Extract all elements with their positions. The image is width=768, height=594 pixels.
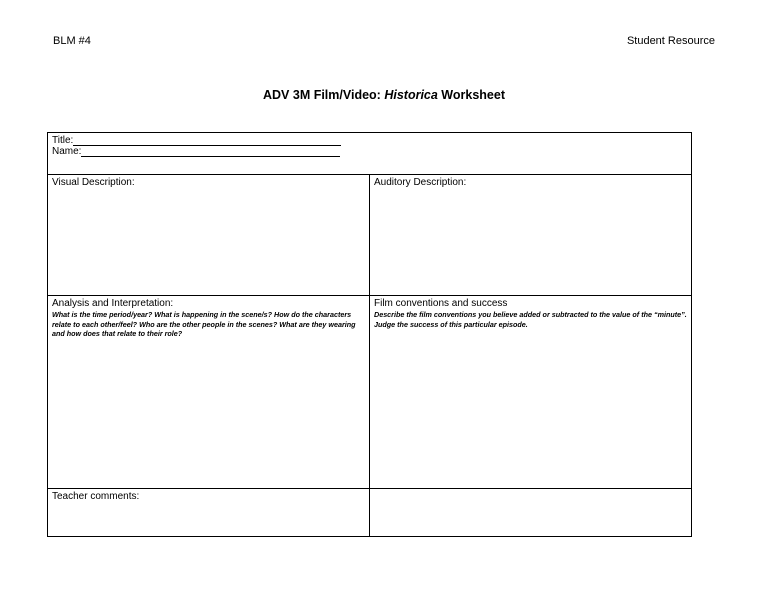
title-rule — [73, 136, 341, 146]
teacher-comments-cell[interactable] — [48, 489, 370, 536]
film-conventions-cell[interactable] — [370, 296, 691, 488]
title-label: Title: — [52, 135, 74, 146]
name-rule — [81, 147, 340, 157]
analysis-label: Analysis and Interpretation: — [52, 298, 174, 309]
auditory-description-label: Auditory Description: — [374, 177, 467, 188]
title-emphasis: Historica — [384, 88, 438, 102]
title-suffix: Worksheet — [437, 88, 505, 102]
row-title-name — [48, 133, 691, 175]
row-analysis — [48, 296, 691, 489]
film-conventions-label: Film conventions and success — [374, 298, 508, 309]
name-field[interactable] — [52, 146, 687, 157]
header-left: BLM #4 — [53, 35, 91, 47]
teacher-comments-empty-cell[interactable] — [370, 489, 691, 536]
visual-description-label: Visual Description: — [52, 177, 135, 188]
film-conventions-prompt: Describe the film conventions you believe added or subtracted to the value of the “minute”. Judge the success of this particular episode. — [374, 310, 687, 329]
header-right: Student Resource — [626, 35, 715, 47]
title-name-cell — [48, 133, 691, 174]
title-prefix: ADV 3M Film/Video: — [263, 88, 385, 102]
analysis-cell[interactable] — [48, 296, 370, 488]
row-descriptions — [48, 175, 691, 296]
name-label: Name: — [52, 146, 82, 157]
page-title — [0, 88, 768, 102]
teacher-comments-label: Teacher comments: — [52, 491, 140, 502]
title-field[interactable] — [52, 135, 687, 146]
row-teacher — [48, 489, 691, 536]
auditory-description-cell[interactable] — [370, 175, 691, 295]
analysis-prompt: What is the time period/year? What is happening in the scene/s? How do the characters relate to each other/feel? Who are the other people in the scenes? What are they wearing and how does that relate to their role? — [52, 310, 356, 338]
worksheet-table — [47, 132, 692, 537]
visual-description-cell[interactable] — [48, 175, 370, 295]
